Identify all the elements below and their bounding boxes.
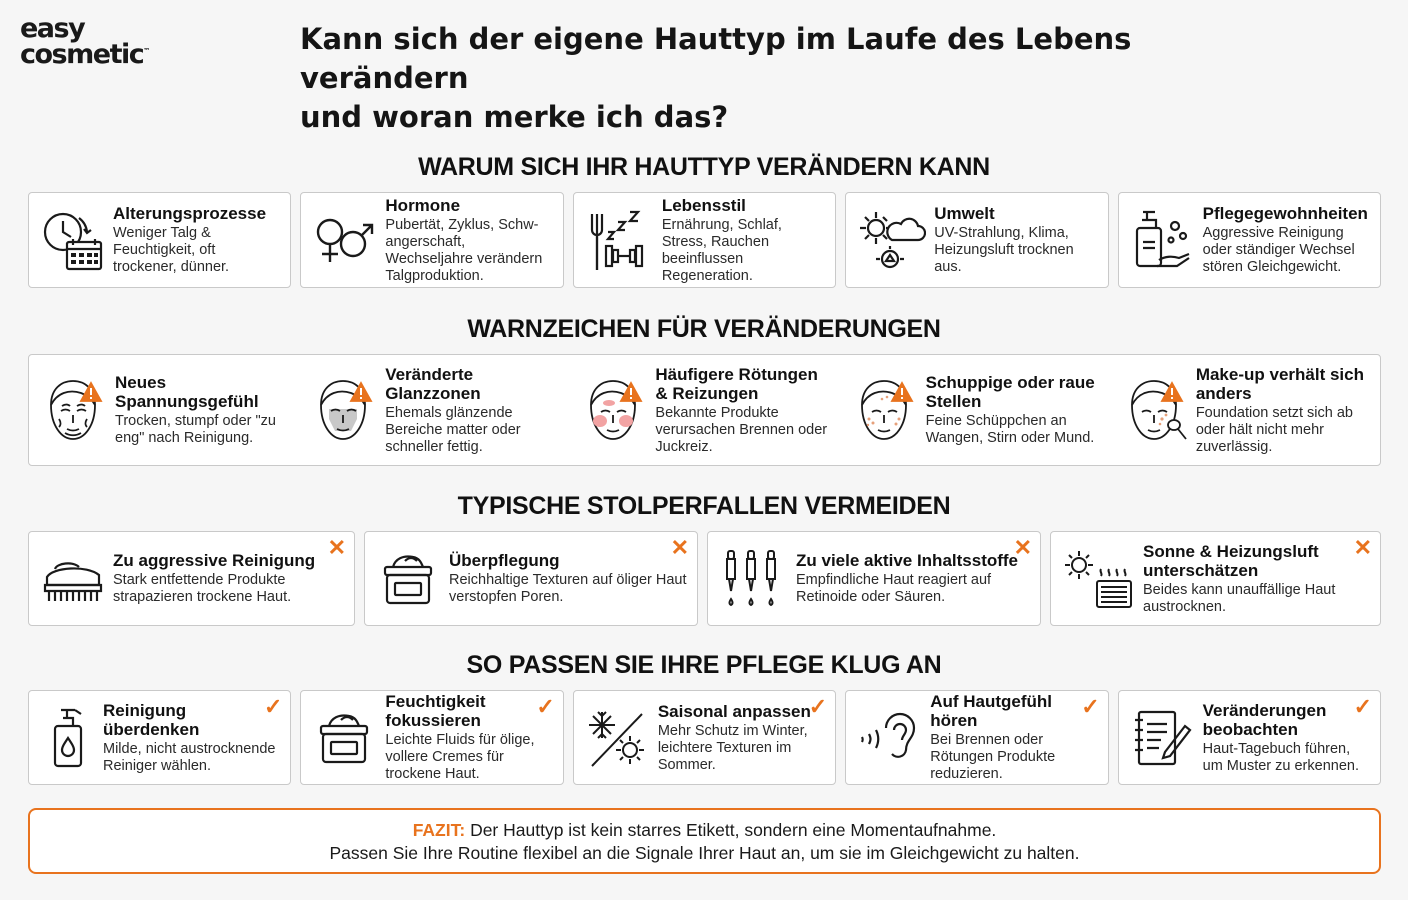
warn-card <box>28 354 1381 466</box>
warn-item-makeup <box>1110 355 1380 465</box>
cream-jar-icon <box>311 708 377 768</box>
avoid-desc-actives: Empfindliche Haut reagiert auf Retinoide oder Säuren. <box>796 572 992 605</box>
why-card-habits <box>1118 192 1381 288</box>
warn-title-shine: Veränderte Glanzzonen <box>385 364 481 403</box>
avoid-desc-overcare: Reichhaltige Texturen auf öliger Haut verstopfen Poren. <box>449 572 687 605</box>
avoid-card-actives <box>707 531 1041 626</box>
check-mark-icon: ✓ <box>1353 694 1373 719</box>
adapt-card-observe <box>1118 690 1381 785</box>
tight-face-icon <box>41 375 107 445</box>
conclusion-label: FAZIT: <box>412 820 466 840</box>
avoid-title-sun-heating: Sonne & Heizungsluft unterschätzen <box>1143 541 1319 580</box>
why-desc-lifestyle: Ernährung, Schlaf, Stress, Rauchen beeinflussen Regeneration. <box>661 216 782 284</box>
adapt-row <box>28 690 1381 785</box>
adapt-title-moisture: Feuchtigkeit fokussieren <box>385 692 486 730</box>
shiny-face-icon <box>311 375 377 445</box>
x-mark-icon: ✕ <box>1353 535 1372 560</box>
x-mark-icon: ✕ <box>1013 535 1032 560</box>
section-heading-adapt: SO PASSEN SIE IHRE PFLEGE KLUG AN <box>466 651 942 679</box>
flaky-face-icon <box>852 375 918 445</box>
why-card-environment <box>845 192 1108 288</box>
conclusion-text-2: Passen Sie Ihre Routine flexibel an die Signale Ihrer Haut an, um sie im Gleichgewicht zu halten. <box>329 843 1080 863</box>
adapt-title-seasonal: Saisonal anpassen <box>657 701 811 721</box>
why-desc-hormones: Pubertät, Zyklus, Schw-angerschaft, Wechseljahre verändern Talgproduktion. <box>385 216 543 284</box>
adapt-desc-observe: Haut-Tagebuch führen, um Muster zu erkennen. <box>1202 740 1359 774</box>
warn-title-makeup: Make-up verhält sich anders <box>1195 364 1364 403</box>
why-row <box>28 192 1381 288</box>
avoid-row <box>28 531 1381 626</box>
makeup-face-icon <box>1122 375 1188 445</box>
adapt-desc-listen: Bei Brennen oder Rötungen Produkte reduzieren. <box>930 732 1056 782</box>
warn-desc-redness: Bekannte Produkte verursachen Brennen oder Juckreiz. <box>655 404 828 455</box>
warn-title-flaky: Schuppige oder raue Stellen <box>925 373 1095 411</box>
conclusion-line-1 <box>30 819 1379 842</box>
warn-desc-tightness: Trocken, stumpf oder "zu eng" nach Reinigung. <box>115 413 276 446</box>
brand-line-1: easy <box>20 13 85 44</box>
sun-heater-icon <box>1061 547 1135 611</box>
conclusion-box <box>28 808 1381 874</box>
gender-symbols-icon <box>311 210 377 270</box>
brand-logo <box>20 13 151 70</box>
avoid-title-cleansing: Zu aggressive Reinigung <box>113 551 316 570</box>
section-heading-avoid: TYPISCHE STOLPERFALLEN VERMEIDEN <box>457 492 951 520</box>
section-heading-warn: WARNZEICHEN FÜR VERÄNDERUNGEN <box>467 315 941 343</box>
avoid-card-overcare <box>364 531 698 626</box>
lifestyle-icon <box>584 208 654 272</box>
brand-line-2: cosmetic™ <box>20 38 151 70</box>
why-title-environment: Umwelt <box>934 204 995 223</box>
why-card-aging <box>28 192 291 288</box>
why-card-lifestyle <box>573 192 836 288</box>
page-title <box>300 20 1280 137</box>
warn-title-tightness: Neues Spannungsgefühl <box>115 373 259 411</box>
warn-item-redness <box>569 355 839 465</box>
listening-ear-icon <box>856 706 922 770</box>
page-title-line-1: Kann sich der eigene Hauttyp im Laufe des Lebens verändern <box>300 22 1132 95</box>
adapt-card-moisture <box>300 690 563 785</box>
cream-jar-icon <box>375 549 441 609</box>
check-mark-icon: ✓ <box>263 694 283 719</box>
x-mark-icon: ✕ <box>670 535 689 560</box>
journal-pen-icon <box>1129 706 1195 770</box>
adapt-card-seasonal <box>573 690 836 785</box>
avoid-title-overcare: Überpflegung <box>449 551 560 570</box>
section-heading-why: WARUM SICH IHR HAUTTYP VERÄNDERN KANN <box>418 153 990 181</box>
scrub-brush-icon <box>39 551 105 607</box>
clock-calendar-icon <box>39 208 105 272</box>
warn-item-shine <box>299 355 569 465</box>
adapt-desc-cleansing: Milde, nicht austrocknende Reiniger wählen. <box>103 740 276 774</box>
snow-sun-icon <box>584 706 650 770</box>
sun-cloud-icon <box>856 208 926 272</box>
warn-desc-shine: Ehemals glänzende Bereiche matter oder schneller fettig. <box>385 404 521 455</box>
dropper-icon <box>718 547 788 611</box>
avoid-card-cleansing <box>28 531 355 626</box>
adapt-desc-moisture: Leichte Fluids für ölige, vollere Cremes für trockene Haut. <box>385 732 535 782</box>
adapt-title-cleansing: Reinigung überdenken <box>103 700 200 739</box>
pump-bottle-icon <box>39 706 95 770</box>
soap-bottle-icon <box>1129 208 1195 272</box>
check-mark-icon: ✓ <box>536 694 555 719</box>
warn-desc-makeup: Foundation setzt sich ab oder hält nicht mehr zuverlässig. <box>1195 404 1353 455</box>
why-title-hormones: Hormone <box>385 195 461 215</box>
warn-item-tightness <box>29 355 299 465</box>
why-title-lifestyle: Lebensstil <box>661 195 746 215</box>
why-card-hormones <box>300 192 563 288</box>
adapt-title-observe: Veränderungen beobachten <box>1202 700 1327 739</box>
why-title-aging: Alterungsprozesse <box>113 204 267 223</box>
warn-title-redness: Häufigere Rötungen & Reizungen <box>655 364 818 403</box>
why-desc-aging: Weniger Talg & Feuchtigkeit, oft trockener, dünner. <box>113 225 230 275</box>
avoid-desc-sun-heating: Beides kann unauffällige Haut austrocknen. <box>1143 581 1336 615</box>
check-mark-icon: ✓ <box>808 694 828 719</box>
check-mark-icon: ✓ <box>1081 694 1100 719</box>
conclusion-text-1: Der Hauttyp ist kein starres Etikett, sondern eine Momentaufnahme. <box>470 820 997 840</box>
why-title-habits: Pflegegewohnheiten <box>1202 204 1368 223</box>
x-mark-icon: ✕ <box>327 535 346 560</box>
why-desc-environment: UV-Strahlung, Klima, Heizungsluft trocknen aus. <box>934 225 1074 275</box>
avoid-title-actives: Zu viele aktive Inhaltsstoffe <box>796 551 1019 570</box>
warn-item-flaky <box>840 355 1110 465</box>
red-face-icon <box>581 375 647 445</box>
adapt-card-listen <box>845 690 1108 785</box>
adapt-desc-seasonal: Mehr Schutz im Winter, leichtere Texturen im Sommer. <box>657 722 808 773</box>
adapt-title-listen: Auf Hautgefühl hören <box>930 692 1053 730</box>
avoid-desc-cleansing: Stark entfettende Produkte strapazieren trockene Haut. <box>113 572 292 605</box>
warn-desc-flaky: Feine Schüppchen an Wangen, Stirn oder Mund. <box>925 413 1095 446</box>
avoid-card-sun-heating <box>1050 531 1381 626</box>
page-title-line-2: und woran merke ich das? <box>300 100 729 134</box>
why-desc-habits: Aggressive Reinigung oder ständiger Wechsel stören Gleichgewicht. <box>1202 225 1355 275</box>
adapt-card-cleansing <box>28 690 291 785</box>
